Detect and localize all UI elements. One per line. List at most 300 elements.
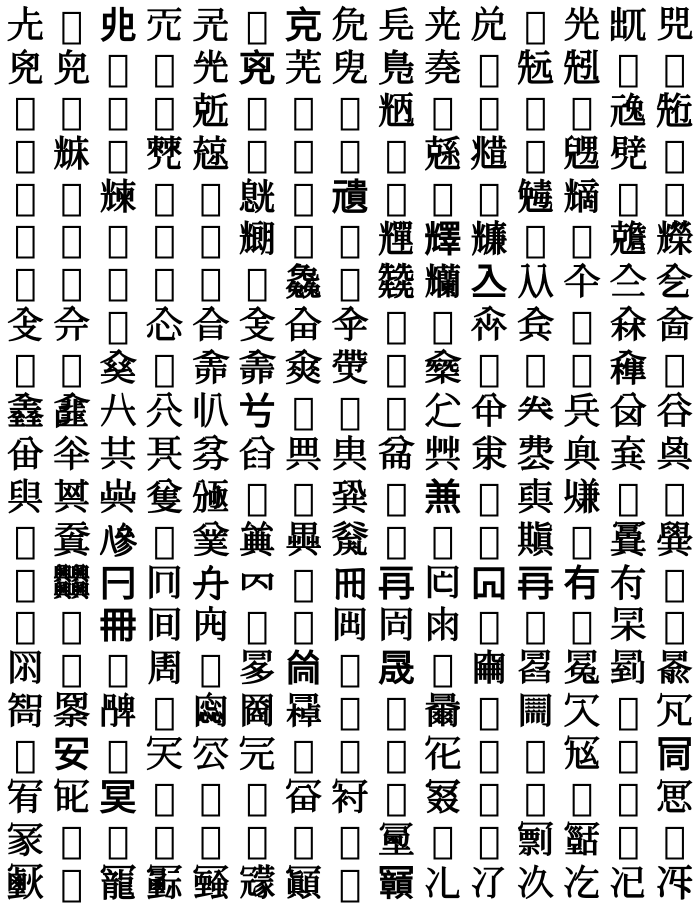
glyph-cell: 𠓴 (238, 347, 276, 391)
glyph-cell: 𠖪 (338, 861, 362, 905)
glyph-cell: 𠔼 (99, 561, 137, 605)
glyph-cell: 𠑸 (60, 4, 83, 47)
glyph-cell: 𠕧 (6, 690, 44, 734)
glyph-cell: 𠓝 (563, 261, 601, 305)
glyph-cell: 𠓬 (570, 304, 593, 348)
glyph-cell: 𠔿 (238, 561, 276, 605)
glyph-cell: 𠓪 (470, 304, 508, 348)
glyph-cell: 𠕀 (292, 561, 315, 605)
glyph-cell: 𠓙 (377, 261, 415, 305)
glyph-cell: 𠒙 (192, 89, 230, 133)
glyph-cell: 𠔽 (145, 561, 183, 605)
glyph-cell: 𠕳 (563, 690, 601, 734)
glyph-cell: 𠖈 (153, 776, 176, 819)
glyph-cell: 𠓗 (285, 261, 323, 305)
glyph-cell: 𠕱 (477, 690, 501, 734)
glyph-cell: 𠒭 (424, 132, 462, 176)
glyph-cell: 𠓭 (609, 304, 647, 348)
glyph-cell: 𠔱 (285, 518, 323, 562)
glyph-cell: 𠖍 (385, 776, 408, 819)
glyph-cell: 𠖓 (656, 776, 694, 819)
glyph-cell: 𠒼 (431, 175, 454, 219)
glyph-cell: 𠖚 (292, 818, 315, 862)
glyph-cell: 𠖨 (238, 861, 276, 905)
glyph-cell: 𠖃 (617, 733, 640, 777)
glyph-cell: 𠒰 (563, 132, 601, 176)
glyph-cell: 𠖟 (516, 818, 554, 862)
glyph-cell: 𠒄 (609, 4, 647, 47)
glyph-cell: 𠑾 (331, 4, 369, 47)
glyph-cell: 𠒺 (331, 175, 369, 219)
glyph-cell: 𠓊 (377, 218, 415, 262)
glyph-cell: 𠖩 (285, 861, 323, 905)
glyph-cell: 𠒡 (570, 89, 593, 133)
glyph-cell: 𠕦 (656, 647, 694, 691)
glyph-cell: 𠓲 (153, 347, 176, 391)
glyph-cell: 𠒓 (617, 46, 640, 90)
glyph-cell: 𠒐 (477, 46, 501, 90)
glyph-cell: 𠒋 (238, 46, 276, 90)
glyph-cell: 𠒌 (285, 46, 323, 90)
glyph-cell: 𠔭 (99, 518, 137, 562)
glyph-cell: 𠔳 (385, 518, 408, 562)
glyph-cell: 𠖆 (53, 776, 91, 819)
glyph-cell: 𠔑 (192, 432, 230, 476)
glyph-cell: 𠔔 (331, 432, 369, 476)
glyph-cell: 𠕵 (656, 690, 694, 734)
glyph-cell: 𠓩 (431, 304, 454, 348)
glyph-cell: 𠔹 (656, 518, 694, 562)
glyph-cell: 𠒉 (153, 46, 176, 90)
glyph-cell: 𠓰 (60, 347, 83, 391)
glyph-cell: 𠕹 (145, 733, 183, 777)
glyph-cell: 𠒠 (524, 89, 547, 133)
glyph-cell: 𠔛 (656, 432, 694, 476)
glyph-cell: 𠖋 (285, 776, 323, 819)
glyph-cell: 𠔬 (53, 518, 91, 562)
glyph-cell: 𠓎 (570, 218, 593, 262)
glyph-cell: 𠓐 (656, 218, 694, 262)
glyph-cell: 𠒴 (60, 175, 83, 219)
glyph-cell: 𠕗 (663, 604, 686, 648)
glyph-cell: 𠓶 (331, 347, 369, 391)
glyph-cell: 𠓀 (617, 175, 640, 219)
glyph-cell: 𠖎 (424, 776, 462, 819)
glyph-cell: 𠒹 (292, 175, 315, 219)
glyph-cell: 𠕥 (609, 647, 647, 691)
glyph-cell: 𠒞 (431, 89, 454, 133)
glyph-cell: 𠖖 (106, 818, 130, 862)
glyph-cell: 𠓃 (60, 218, 83, 262)
glyph-cell: 𠔾 (192, 561, 230, 605)
glyph-cell: 𠓡 (53, 304, 91, 348)
glyph-cell: 𠔠 (192, 475, 230, 519)
glyph-cell: 𠒍 (331, 46, 369, 90)
glyph-cell: 𠓟 (656, 261, 694, 305)
glyph-cell: 𠓞 (609, 261, 647, 305)
glyph-cell: 𠒱 (609, 132, 647, 176)
glyph-cell: 𠑷 (6, 4, 44, 47)
glyph-cell: 𠓽 (663, 347, 686, 391)
glyph-cell: 𠔇 (424, 390, 462, 433)
glyph-cell: 𠔦 (477, 475, 501, 519)
glyph-cell: 𠒔 (663, 46, 686, 90)
glyph-cell: 𠓥 (238, 304, 276, 348)
glyph-cell: 𠖗 (153, 818, 176, 862)
glyph-cell: 𠒶 (153, 175, 176, 219)
glyph-cell: 𠓛 (470, 261, 508, 305)
glyph-cell: 𠓑 (14, 261, 37, 305)
glyph-cell: 𠓤 (192, 304, 230, 348)
glyph-cell: 𠓔 (153, 261, 176, 305)
glyph-grid (2, 4, 698, 905)
glyph-cell: 𠓆 (199, 218, 222, 262)
glyph-cell: 𠖧 (192, 861, 230, 905)
glyph-cell: 𠓌 (470, 218, 508, 262)
glyph-cell: 𠔉 (516, 390, 554, 433)
glyph-cell: 𠓻 (570, 347, 593, 391)
glyph-cell: 𠔃 (238, 390, 276, 433)
glyph-cell: 𠓍 (524, 218, 547, 262)
glyph-cell: 𠒒 (563, 46, 601, 90)
glyph-cell: 𠖮 (516, 861, 554, 905)
glyph-cell: 𠖬 (424, 861, 462, 905)
glyph-cell: 𠓓 (106, 261, 130, 305)
glyph-cell: 𠒣 (656, 89, 694, 133)
glyph-cell: 𠓋 (424, 218, 462, 262)
glyph-cell: 𠔖 (424, 432, 462, 476)
glyph-cell: 𠓼 (609, 347, 647, 391)
glyph-cell: 𠕂 (377, 561, 415, 605)
glyph-cell: 𠔺 (14, 561, 37, 605)
glyph-cell: 𠔕 (377, 432, 415, 476)
glyph-cell: 𠕆 (563, 561, 601, 605)
glyph-cell: 𠖜 (377, 818, 415, 862)
glyph-cell: 𠔯 (192, 518, 230, 562)
glyph-cell: 𠕛 (145, 647, 183, 691)
glyph-cell: 𠕾 (385, 733, 408, 777)
glyph-cell: 𠔄 (292, 390, 315, 433)
glyph-cell: 𠒬 (385, 132, 408, 176)
glyph-cell: 𠕝 (238, 647, 276, 691)
glyph-cell: 𠓱 (99, 347, 137, 391)
glyph-cell: 𠓕 (199, 261, 222, 305)
glyph-cell: 𠒛 (292, 89, 315, 133)
glyph-cell: 𠒨 (192, 132, 230, 176)
glyph-cell: 𠕟 (338, 647, 362, 691)
glyph-cell: 𠕄 (470, 561, 508, 605)
glyph-cell: 𠖊 (246, 776, 269, 819)
glyph-cell: 𠕯 (385, 690, 408, 734)
glyph-cell: 𠒲 (663, 132, 686, 176)
glyph-cell: 𠕏 (292, 604, 315, 648)
glyph-cell: 𠖭 (470, 861, 508, 905)
glyph-cell: 𠒂 (524, 4, 547, 47)
glyph-cell: 𠔊 (563, 390, 601, 433)
glyph-cell: 𠓨 (385, 304, 408, 348)
glyph-cell: 𠔀 (99, 390, 137, 433)
glyph-cell: 𠔪 (663, 475, 686, 519)
glyph-cell: 𠔷 (570, 518, 593, 562)
glyph-cell: 𠖒 (617, 776, 640, 819)
glyph-cell: 𠕙 (60, 647, 83, 691)
glyph-cell: 𠖂 (563, 733, 601, 777)
glyph-cell: 𠔸 (609, 518, 647, 562)
glyph-cell: 𠒵 (99, 175, 137, 219)
glyph-cell: 𠔒 (238, 432, 276, 476)
glyph-cell: 𠓾 (6, 390, 44, 433)
glyph-cell: 𠒷 (199, 175, 222, 219)
glyph-cell: 𠕿 (424, 733, 462, 777)
glyph-cell: 𠓷 (385, 347, 408, 391)
glyph-cell: 𠓚 (424, 261, 462, 305)
glyph-cell: 𠖄 (656, 733, 694, 777)
glyph-cell: 𠕨 (53, 690, 91, 734)
glyph-cell: 𠕶 (14, 733, 37, 777)
glyph-cell: 𠔤 (385, 475, 408, 519)
glyph-cell: 𠓇 (238, 218, 276, 262)
glyph-cell: 𠖢 (663, 818, 686, 862)
glyph-cell: 𠕃 (424, 561, 462, 605)
glyph-cell: 𠔁 (145, 390, 183, 433)
glyph-cell: 𠖘 (199, 818, 222, 862)
glyph-cell: 𠕋 (99, 604, 137, 648)
glyph-cell: 𠒮 (470, 132, 508, 176)
glyph-cell: 𠔏 (99, 432, 137, 476)
glyph-cell: 𠔓 (285, 432, 323, 476)
glyph-cell: 𠔥 (424, 475, 462, 519)
glyph-cell: 𠕑 (377, 604, 415, 648)
glyph-cell: 𠔜 (6, 475, 44, 519)
glyph-cell: 𠔢 (292, 475, 315, 519)
glyph-cell: 𠒤 (14, 132, 37, 176)
glyph-cell: 𠖯 (563, 861, 601, 905)
glyph-cell: 𠓒 (60, 261, 83, 305)
glyph-cell: 𠕐 (331, 604, 369, 648)
glyph-cell: 𠕷 (53, 733, 91, 777)
glyph-cell: 𠖇 (99, 776, 137, 819)
glyph-cell: 𠔂 (192, 390, 230, 433)
glyph-cell: 𠕇 (609, 561, 647, 605)
glyph-cell: 𠖐 (524, 776, 547, 819)
glyph-cell: 𠒇 (53, 46, 91, 90)
glyph-cell: 𠒏 (424, 46, 462, 90)
glyph-cell: 𠑻 (192, 4, 230, 47)
glyph-cell: 𠒳 (14, 175, 37, 219)
glyph-cell: 𠔙 (563, 432, 601, 476)
glyph-cell: 𠔰 (238, 518, 276, 562)
glyph-cell: 𠕤 (563, 647, 601, 691)
glyph-cell: 𠒻 (385, 175, 408, 219)
glyph-cell: 𠔌 (656, 390, 694, 433)
glyph-cell: 𠔮 (153, 518, 176, 562)
glyph-cell: 𠕴 (617, 690, 640, 734)
glyph-cell: 𠕺 (192, 733, 230, 777)
glyph-cell: 𠕌 (145, 604, 183, 648)
glyph-cell: 𠖠 (563, 818, 601, 862)
glyph-cell: 𠖅 (6, 776, 44, 819)
glyph-cell: 𠓘 (338, 261, 362, 305)
glyph-cell: 𠒩 (246, 132, 269, 176)
glyph-cell: 𠕉 (14, 604, 37, 648)
glyph-cell: 𠕻 (238, 733, 276, 777)
glyph-cell: 𠖌 (331, 776, 369, 819)
glyph-cell: 𠕚 (106, 647, 130, 691)
glyph-cell: 𠕽 (338, 733, 362, 777)
glyph-cell: 𠖦 (145, 861, 183, 905)
glyph-cell: 𠖏 (477, 776, 501, 819)
glyph-cell: 𠕔 (524, 604, 547, 648)
glyph-cell: 𠕠 (377, 647, 415, 691)
glyph-cell: 𠒊 (192, 46, 230, 90)
glyph-cell: 𠓏 (609, 218, 647, 262)
glyph-cell: 𠔚 (609, 432, 647, 476)
glyph-cell: 𠒫 (338, 132, 362, 176)
glyph-cell: 𠒯 (524, 132, 547, 176)
glyph-cell: 𠑺 (145, 4, 183, 47)
glyph-cell: 𠕡 (431, 647, 454, 691)
glyph-cell: 𠕊 (60, 604, 83, 648)
glyph-cell: 𠖝 (431, 818, 454, 862)
glyph-cell: 𠒿 (563, 175, 601, 219)
glyph-cell: 𠒆 (6, 46, 44, 90)
glyph-cell: 𠒢 (609, 89, 647, 133)
glyph-cell: 𠓣 (145, 304, 183, 348)
glyph-cell: 𠖱 (656, 861, 694, 905)
glyph-cell: 𠓧 (331, 304, 369, 348)
glyph-cell: 𠒈 (106, 46, 130, 90)
glyph-cell: 𠕕 (570, 604, 593, 648)
glyph-cell: 𠓫 (516, 304, 554, 348)
glyph-cell: 𠒜 (338, 89, 362, 133)
glyph-cell: 𠔈 (470, 390, 508, 433)
glyph-cell: 𠔻 (53, 561, 91, 605)
glyph-cell: 𠓸 (424, 347, 462, 391)
glyph-cell: 𠖡 (617, 818, 640, 862)
glyph-cell: 𠒘 (153, 89, 176, 133)
glyph-cell: 𠒖 (60, 89, 83, 133)
glyph-cell: 𠕸 (106, 733, 130, 777)
glyph-cell: 𠒚 (246, 89, 269, 133)
glyph-cell: 𠕎 (246, 604, 269, 648)
glyph-cell: 𠔋 (609, 390, 647, 433)
glyph-cell: 𠔆 (385, 390, 408, 433)
glyph-cell: 𠖞 (477, 818, 501, 862)
glyph-cell: 𠑽 (285, 4, 323, 47)
glyph-cell: 𠖕 (60, 818, 83, 862)
glyph-cell: 𠒎 (377, 46, 415, 90)
glyph-cell: 𠓈 (292, 218, 315, 262)
glyph-cell: 𠒅 (656, 4, 694, 47)
glyph-cell: 𠑹 (99, 4, 137, 47)
glyph-cell: 𠖙 (246, 818, 269, 862)
glyph-cell: 𠒕 (14, 89, 37, 133)
glyph-cell: 𠒧 (145, 132, 183, 176)
glyph-cell: 𠓁 (663, 175, 686, 219)
glyph-cell: 𠒽 (477, 175, 501, 219)
glyph-cell: 𠒟 (477, 89, 501, 133)
glyph-cell: 𠓉 (338, 218, 362, 262)
glyph-cell: 𠔣 (331, 475, 369, 519)
glyph-cell: 𠔵 (477, 518, 501, 562)
glyph-cell: 𠒃 (563, 4, 601, 47)
glyph-cell: 𠒸 (238, 175, 276, 219)
glyph-cell: 𠔍 (6, 432, 44, 476)
glyph-cell: 𠒗 (106, 89, 130, 133)
glyph-cell: 𠓠 (6, 304, 44, 348)
glyph-cell: 𠒾 (516, 175, 554, 219)
glyph-cell: 𠔗 (470, 432, 508, 476)
glyph-cell: 𠕲 (516, 690, 554, 734)
glyph-cell: 𠔟 (145, 475, 183, 519)
glyph-cell: 𠔝 (53, 475, 91, 519)
glyph-cell: 𠖁 (524, 733, 547, 777)
glyph-cell: 𠓺 (524, 347, 547, 391)
glyph-cell: 𠑿 (377, 4, 415, 47)
glyph-cell: 𠕢 (470, 647, 508, 691)
glyph-cell: 𠕩 (99, 690, 137, 734)
glyph-cell: 𠒪 (292, 132, 315, 176)
glyph-cell: 𠔘 (516, 432, 554, 476)
glyph-cell: 𠖑 (570, 776, 593, 819)
glyph-cell: 𠓄 (106, 218, 130, 262)
glyph-cell: 𠕬 (238, 690, 276, 734)
glyph-cell: 𠔲 (331, 518, 369, 562)
glyph-cell: 𠖔 (6, 818, 44, 862)
glyph-cell: 𠖉 (199, 776, 222, 819)
glyph-cell: 𠒑 (516, 46, 554, 90)
glyph-cell: 𠑼 (246, 4, 269, 47)
glyph-cell: 𠕞 (285, 647, 323, 691)
glyph-cell: 𠓯 (14, 347, 37, 391)
glyph-cell: 𠓢 (106, 304, 130, 348)
glyph-cell: 𠕼 (292, 733, 315, 777)
glyph-cell: 𠕮 (338, 690, 362, 734)
glyph-cell: 𠔅 (338, 390, 362, 433)
glyph-cell: 𠕓 (477, 604, 501, 648)
glyph-cell: 𠕘 (6, 647, 44, 691)
glyph-cell: 𠕫 (192, 690, 230, 734)
glyph-cell: 𠕈 (663, 561, 686, 605)
glyph-cell: 𠓖 (246, 261, 269, 305)
glyph-cell: 𠓅 (153, 218, 176, 262)
glyph-cell: 𠖫 (377, 861, 415, 905)
glyph-cell: 𠓦 (285, 304, 323, 348)
glyph-cell: 𠓿 (53, 390, 91, 433)
glyph-cell: 𠓹 (477, 347, 501, 391)
glyph-cell: 𠖀 (477, 733, 501, 777)
glyph-cell: 𠒁 (470, 4, 508, 47)
glyph-cell: 𠕅 (516, 561, 554, 605)
glyph-cell: 𠔡 (246, 475, 269, 519)
glyph-cell: 𠖥 (99, 861, 137, 905)
glyph-cell: 𠒥 (53, 132, 91, 176)
glyph-cell: 𠒦 (106, 132, 130, 176)
glyph-cell: 𠓜 (516, 261, 554, 305)
glyph-cell: 𠔩 (617, 475, 640, 519)
glyph-cell: 𠔎 (53, 432, 91, 476)
glyph-cell: 𠓳 (192, 347, 230, 391)
glyph-cell: 𠕣 (516, 647, 554, 691)
glyph-cell: 𠓵 (285, 347, 323, 391)
glyph-cell: 𠕒 (424, 604, 462, 648)
glyph-cell: 𠔞 (99, 475, 137, 519)
glyph-cell: 𠒀 (424, 4, 462, 47)
glyph-cell: 𠕖 (609, 604, 647, 648)
glyph-cell: 𠖰 (609, 861, 647, 905)
glyph-cell: 𠖛 (338, 818, 362, 862)
glyph-cell: 𠕜 (199, 647, 222, 691)
